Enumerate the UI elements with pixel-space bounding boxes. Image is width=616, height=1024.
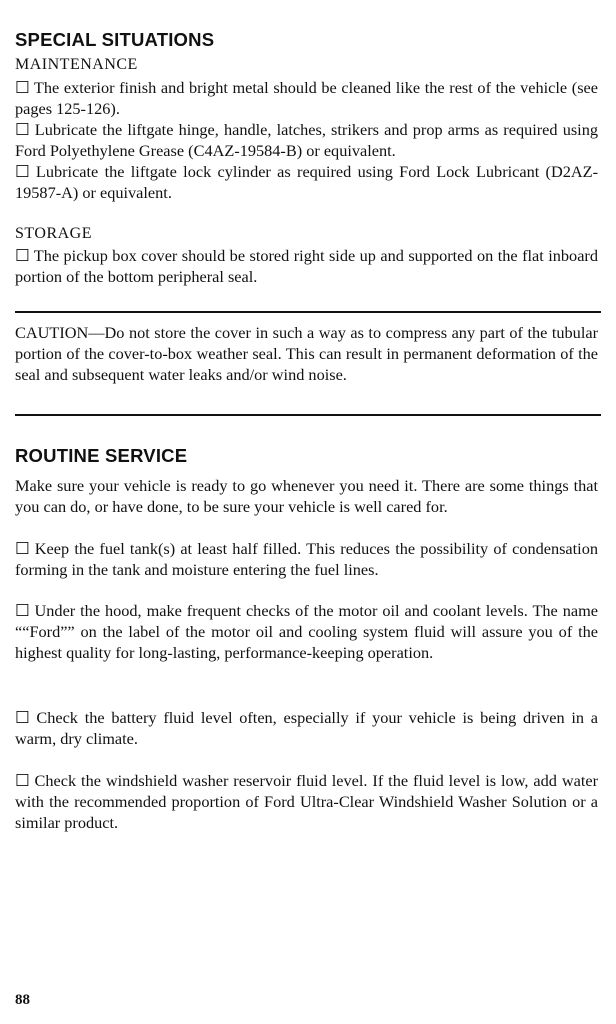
routine-item-fuel: ☐ Keep the fuel tank(s) at least half filled. This reduces the possibility of condensation forming in the tank and moisture entering the fuel lines. <box>15 539 598 579</box>
routine-item-hood: ☐ Under the hood, make frequent checks of the motor oil and coolant levels. The name ““Ford”” on the label of the motor oil and cooling system fluid will assure you of the highest quality for long-lasting, performance-keeping operation. <box>15 601 598 662</box>
caution-bottom-rule <box>15 414 601 416</box>
maintenance-item-liftgate-hinge: ☐ Lubricate the liftgate hinge, handle, latches, strikers and prop arms as required using Ford Polyethylene Grease (C4AZ-19584-B) or equivalent. <box>15 120 598 160</box>
maintenance-subheading: MAINTENANCE <box>15 56 138 73</box>
storage-subheading: STORAGE <box>15 225 92 242</box>
caution-top-rule <box>15 311 601 313</box>
caution-text: CAUTION—Do not store the cover in such a way as to compress any part of the tubular portion of the cover-to-box weather seal. This can result in permanent deformation of the seal and subsequent water leaks and/or wind noise. <box>15 323 598 384</box>
routine-intro: Make sure your vehicle is ready to go whenever you need it. There are some things that you can do, or have done, to be sure your vehicle is well cared for. <box>15 476 598 516</box>
routine-service-heading: ROUTINE SERVICE <box>15 445 188 466</box>
page-number: 88 <box>15 992 30 1008</box>
special-situations-heading: SPECIAL SITUATIONS <box>15 29 215 50</box>
routine-item-washer: ☐ Check the windshield washer reservoir fluid level. If the fluid level is low, add water with the recommended proportion of Ford Ultra-Clear Windshield Washer Solution or a similar product. <box>15 771 598 832</box>
routine-item-battery: ☐ Check the battery fluid level often, especially if your vehicle is being driven in a warm, dry climate. <box>15 708 598 748</box>
storage-item-cover: ☐ The pickup box cover should be stored right side up and supported on the flat inboard portion of the bottom peripheral seal. <box>15 246 598 286</box>
maintenance-item-lock-cylinder: ☐ Lubricate the liftgate lock cylinder as required using Ford Lock Lubricant (D2AZ-19587-A) or equivalent. <box>15 162 598 202</box>
maintenance-item-exterior: ☐ The exterior finish and bright metal should be cleaned like the rest of the vehicle (see pages 125-126). <box>15 78 598 118</box>
